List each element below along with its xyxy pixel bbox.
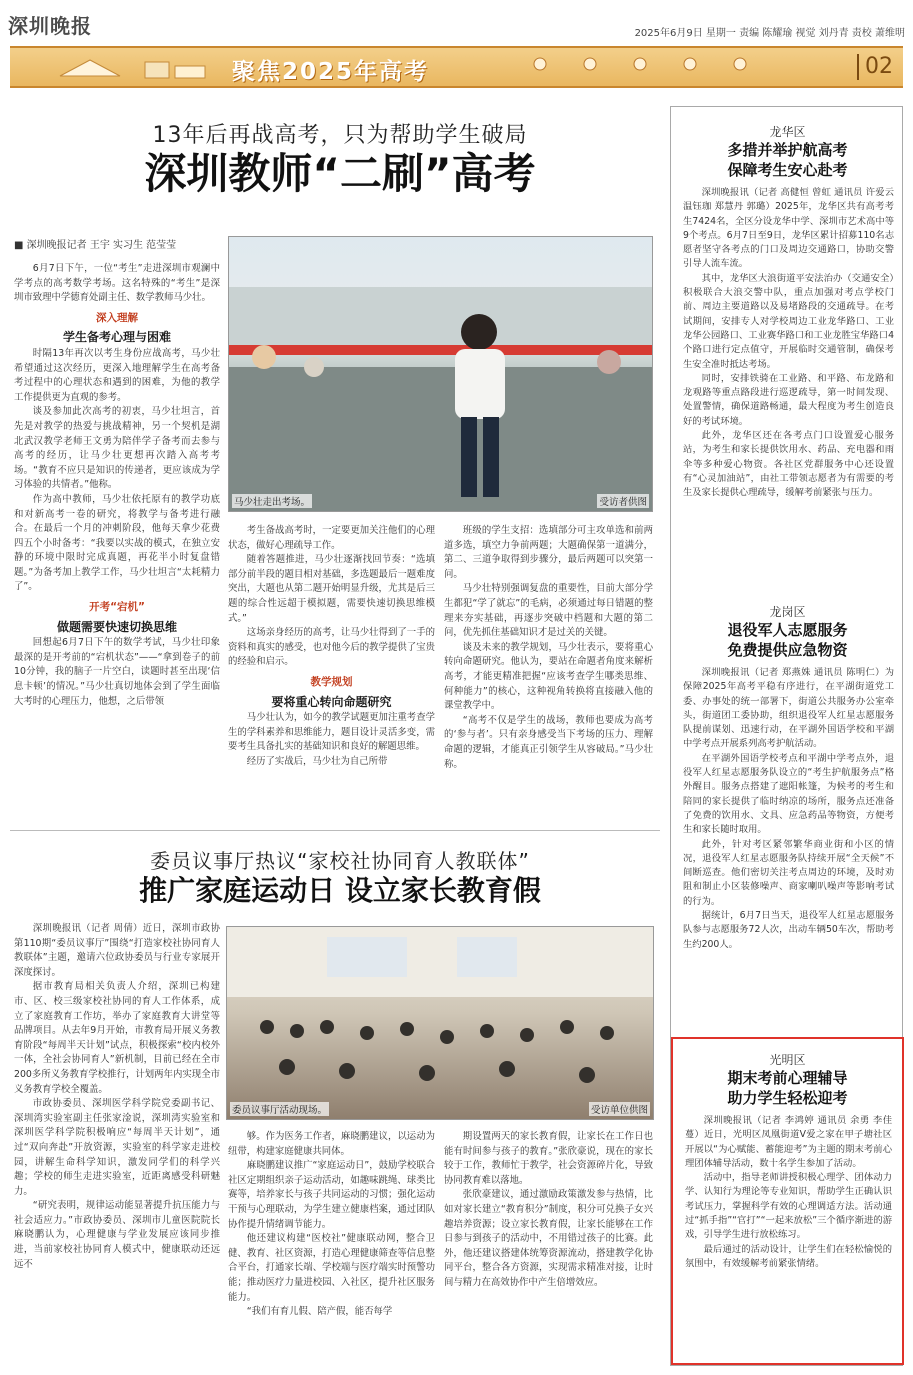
subheading: 做题需要快速切换思维 [56, 619, 177, 634]
subheading: 学生备考心理与困难 [62, 330, 171, 345]
lead-byline: ■ 深圳晚报记者 王宇 实习生 范莹莹 [14, 240, 177, 251]
paragraph: 麻晓鹏建议推广“家庭运动日”，鼓励学校联合社区定期组织亲子运动活动，如趣味跳绳、球类比赛等，培养家长与孩子共同运动的习惯；强化运动干预与心理联动，为学生建立健康档案，通过团队协作提升情绪调节能力。 [228, 1160, 435, 1230]
second-photo-caption: 委员议事厅活动现场。 [230, 1102, 329, 1116]
lead-col-3 [444, 524, 653, 820]
news-sidebar [670, 106, 903, 1366]
students-illustration [510, 54, 810, 82]
sidebar-headline-2: 免费提供应急物资 [727, 641, 848, 659]
divider [10, 830, 660, 831]
lead-photo [228, 236, 653, 512]
paragraph: 考生备战高考时，一定要更加关注他们的心理状态，做好心理疏导工作。 [228, 525, 435, 551]
dateline: 2025年6月9日 星期一 责编 陈耀瑜 视觉 刘丹青 责校 萧维明 [634, 28, 905, 39]
paragraph: 深圳晚报讯（记者 郑燕姝 通讯员 陈明仁）为保障2025年高考平稳有序进行，在平湖街道党工委、办事处的统一部署下，街道公共服务办公室牵头，街道团工委协助，组织退役军人红星志愿服务队提前谋划、迅速行动，在平湖外国语学校和平湖中学考点开展系列高考护航活动。 [683, 667, 894, 750]
paragraph: 谈及参加此次高考的初衷，马少壮坦言，首先是对教学的热爱与挑战精神，另一个契机是湖北武汉教学老师王文勇为陪伴学子备考而去参与高考的经历，让马少壮更想再次踏入高考考场。“教育不应只是知识的传递者，更应该成为学习体验的共情者。”他称。 [14, 406, 220, 491]
paragraph: 时隔13年再次以考生身份应战高考，马少壮希望通过这次经历，更深入地理解学生在高考备考过程中的心理状态和遇到的困难，为他的教学工作提供更为直观的参考。 [14, 347, 220, 403]
paragraph: 够。作为医务工作者，麻晓鹏建议，以运动为纽带，构建家庭健康共同体。 [228, 1131, 435, 1157]
second-headline: 推广家庭运动日 设立家长教育假 [139, 874, 541, 907]
lead-photo-credit: 受访者供图 [597, 494, 649, 508]
subhead-kicker: 教学规划 [310, 675, 353, 688]
paragraph: 张欣豪建议，通过激励政策激发参与热情，比如对家长建立“教育积分”制度，积分可兑换子女兴趣培养资源；设立家长教育假，让家长能够在工作日参与到孩子的活动中，不用错过孩子的比赛。此外，他还建议搭建体统筹资源流动，搭建教学化协同平台，整合各方资源，实现需求精准对接，让时间与精力在高效协作中产生倍增效应。 [444, 1189, 653, 1288]
paragraph: 回想起6月7日下午的数学考试，马少壮印象最深的是开考前的“宕机状态”——“拿到卷子的前10分钟，我的脑子一片空白，读题时甚至出现‘信息卡顿’的情况。”马少壮真切地体会到了学生面临大考时的心理压力，他想，之后带领 [14, 637, 220, 707]
lead-col-1 [14, 262, 220, 818]
paragraph: 谈及未来的教学规划，马少壮表示，要将重心转向命题研究。他认为，要站在命题者角度来解析高考，才能更精准把握“应该考查学生哪类思维、何种能力”的核心，这种视角转换将直接融入他的课堂教学中。 [444, 641, 653, 712]
paragraph: 经历了实战后，马少壮为自己所带 [246, 755, 388, 767]
sidebar-body [685, 1114, 892, 1354]
paragraph: 其中，龙华区大浪街道平安法治办（交通安全）积极联合大浪交警中队，重点加强对考点学校门前、周边主要道路以及易堵路段的交通疏导。在考试期间，安排专人对学校周边工业龙华路口、工业龙华公园路口、工业赛华路口和工业龙胜宝华路口4个路口进行定点值守，开展临时交通管制，确保考生安全准时抵达考场。 [683, 272, 894, 370]
paragraph: 这场亲身经历的高考，让马少壮得到了一手的资料和真实的感受，也对他今后的教学提供了宝贵的经验和启示。 [228, 627, 435, 668]
second-col-3 [444, 1130, 653, 1362]
paragraph: “研究表明，规律运动能显著提升抗压能力与社会适应力。”市政协委员、深圳市儿童医院院长麻晓鹏认为，心理健康与学业发展应该同步推进，当前家校社协同育人模式中，健康联动还远远不 [14, 1200, 220, 1270]
subhead-kicker: 开考“宕机” [89, 601, 145, 614]
books-illustration [50, 54, 220, 82]
banner-title: 聚焦2025年高考 [232, 59, 430, 85]
byline-text: 深圳晚报记者 王宇 实习生 范莹莹 [26, 240, 177, 251]
second-photo-credit: 受访单位供图 [589, 1102, 650, 1116]
district-label: 龙岗区 [769, 605, 806, 619]
paragraph: 深圳晚报讯（记者 周倩）近日，深圳市政协第110期“委员议事厅”围绕“打造家校社协同育人教联体”主题，邀请六位政协委员与行业专家展开深度探讨。 [14, 923, 220, 978]
sidebar-item-longhua [671, 123, 904, 601]
paragraph: 班级的学生支招：选填部分可主攻单选和前两道多选，填空力争前两题；大题确保第一道满分，第二、三道争取得到步骤分，最后两题可以突第一问。 [444, 525, 653, 580]
second-col-1 [14, 922, 220, 1362]
sidebar-headline-1: 多措并举护航高考 [727, 141, 848, 159]
paragraph: 马少壮认为，如今的教学试题更加注重考查学生的学科素养和思维能力，题目设计灵活多变，需要考生具备扎实的基础知识和良好的解题思维。 [228, 712, 435, 753]
paragraph: 活动中，指导老师讲授积极心理学、团体动力学、认知行为理论等专业知识，帮助学生正确认识考试压力，掌握科学有效的心理调适方法。活动通过“抓手指”“官打”“一起来放松”三个循序渐进的游戏，引导学生进行放松练习。 [685, 1172, 892, 1241]
sidebar-headline-1: 退役军人志愿服务 [727, 621, 848, 639]
sidebar-body [683, 186, 894, 584]
paragraph: 此外，龙华区还在各考点门口设置爱心服务站，为考生和家长提供饮用水、药品、充电器和雨伞等多种爱心物资。各社区党群服务中心还设置有“心灵加油站”，由社工带领志愿者为有需要的考生及家长提供心理疏导，缓解考前紧张与压力。 [683, 430, 894, 499]
paragraph: 他还建议构建“医校社”健康联动网，整合卫健、教育、社区资源，打造心理健康筛查等信息整合平台，打通家长端、学校端与医疗端实时预警功能；推动医疗力量进校园、入社区，提升社区服务能力。 [228, 1233, 435, 1303]
sidebar-headline-2: 助力学生轻松迎考 [727, 1089, 848, 1107]
sidebar-body [683, 666, 894, 1018]
paragraph: 据市教育局相关负责人介绍，深圳已构建市、区、校三级家校社协同的育人工作体系，成立了家庭教育工作坊，举办了家庭教育大讲堂等品牌项目。从去年9月开始，市教育局开展义务教育阶段“每周半天计划”试点，积极探索“校内校外一体，全社会协同育人”新机制，目前已经在全市200多所义务教育学校推行，计划两年内实现全市义务教育学校全覆盖。 [14, 981, 220, 1095]
paragraph: 作为高中教师，马少壮依托原有的教学功底和对新高考一卷的研究，将教学与备考进行融合。在最后一个月的冲刺阶段，他每天拿少花费四五个小时备考：“我要以实战的模式，在独立安静的环境中限时完成真题，再花半小时复盘错题。”为备考加上教学工作，马少壮坦言“太耗精力了”。 [14, 493, 220, 593]
lead-photo-caption: 马少壮走出考场。 [232, 494, 312, 508]
second-col-2 [228, 1130, 435, 1362]
district-label: 龙华区 [769, 125, 806, 139]
subheading: 要将重心转向命题研究 [271, 694, 392, 709]
paragraph: 在平湖外国语学校考点和平湖中学考点外，退役军人红星志愿服务队设立的“考生护航服务点”格外醒目。服务点搭建了遮阳帐篷，为候考的考生和陪同的家长提供了临时纳凉的场所，服务点还准备了免费的饮用水、文具、应急药品等物资，方便考生和家长随时取用。 [683, 752, 894, 836]
paragraph: 据统计，6月7日当天，退役军人红星志愿服务队参与志愿服务72人次，出动车辆50车次，帮助考生约200人。 [683, 910, 894, 950]
paragraph: 马少壮特别强调复盘的重要性，目前大部分学生都犯“学了就忘”的毛病，必须通过每日错题的整理来夯实基础，再逐步突破中档题和大题的第二问，优先抓住基础知识才是过关的关键。 [444, 583, 653, 639]
paragraph: “高考不仅是学生的战场，教师也要成为高考的‘参与者’。只有亲身感受当下考场的压力、理解命题的逻辑，才能真正引领学生从容破局。”马少壮称。 [444, 714, 653, 770]
meeting-crowd-illustration [227, 927, 654, 1120]
lead-kicker: 13年后再战高考，只为帮助学生破局 [152, 123, 528, 148]
district-label: 光明区 [769, 1053, 806, 1067]
exam-hall-illustration [229, 237, 653, 512]
sidebar-headline-2: 保障考生安心赴考 [727, 161, 848, 179]
paragraph: 同时，安排铁骑在工业路、和平路、布龙路和龙观路等重点路段进行巡逻疏导，第一时间发现、处置警情，确保道路畅通，最大程度为考生创造良好的考试环境。 [683, 372, 894, 427]
lead-headline: 深圳教师“二刷”高考 [144, 149, 536, 198]
sidebar-item-guangming [671, 1037, 904, 1365]
section-banner [10, 46, 903, 88]
page-number: 02 [857, 54, 893, 80]
paragraph: 市政协委员、深圳医学科学院党委副书记、深圳湾实验室副主任张家淦说，深圳湾实验室和深圳医学科学院积极响应“每周半天计划”，通过“双向奔赴”开放资源，实验室的科学家走进校园，讲解生命科学知识，激发同学们的科学兴趣；学校的师生走进实验室，近距离感受科研魅力。 [14, 1098, 220, 1197]
sidebar-headline-1: 期末考前心理辅导 [727, 1069, 848, 1087]
paragraph: 深圳晚报讯（记者 李鸿婷 通讯员 余勇 李佳蔓）近日，光明区凤凰街道V爱之家在甲子塘社区开展以“为心赋能、蓄能迎考”为主题的期末考前心理团体辅导活动，数十名学生参加了活动。 [685, 1115, 892, 1169]
second-kicker: 委员议事厅热议“家校社协同育人教联体” [150, 849, 530, 873]
top-bar [0, 0, 913, 48]
paragraph: 深圳晚报讯（记者 高健恒 曾虹 通讯员 许爱云 温钰珈 郑慧丹 郭璐）2025年，龙华区共有高考考生7424名，全区分设龙华中学、深圳市艺术高中等9个考点。6月7日至9日，龙华区累计招募110名志愿者坚守各考点的门口及周边交通路口，协助交警引导人流车流。 [683, 187, 894, 270]
second-photo [226, 926, 654, 1120]
paragraph: 最后通过的活动设计，让学生们在轻松愉悦的氛围中，有效缓解考前紧张情绪。 [685, 1243, 892, 1269]
masthead: 深圳晚报 [8, 14, 92, 38]
paragraph: “我们有育儿假、陪产假，能否每学 [246, 1306, 393, 1318]
paragraph: 随着答题推进，马少壮逐渐找回节奏：“选填部分前半段的题目相对基础，多选题最后一题难度突出，大题也从第二题开始明显升级，尤其是后三题的综合性远超于模拟题，需要快速切换思维模式。” [228, 554, 435, 624]
sidebar-item-longgang [671, 603, 904, 1033]
paragraph: 6月7日下午，一位“考生”走进深圳市观澜中学考点的高考数学考场。这名特殊的“考生”是深圳市致理中学德育处副主任、数学教师马少壮。 [14, 263, 220, 304]
subhead-kicker: 深入理解 [96, 311, 138, 324]
paragraph: 期设置两天的家长教育假，让家长在工作日也能有时间参与孩子的教育。”张欣豪说，现在的家长较于工作，教师忙于教学，社会资源碎片化，导致协同教育难以落地。 [444, 1131, 653, 1186]
lead-col-2 [228, 524, 435, 820]
paragraph: 此外，针对考区紧邻繁华商业街和小区的情况，退役军人红星志愿服务队持续开展“全天候”不间断巡查。他们密切关注考点周边的环境，及时劝阻和制止小区装修噪声、商家喇叭噪声等影响考试的行为。 [683, 838, 894, 907]
